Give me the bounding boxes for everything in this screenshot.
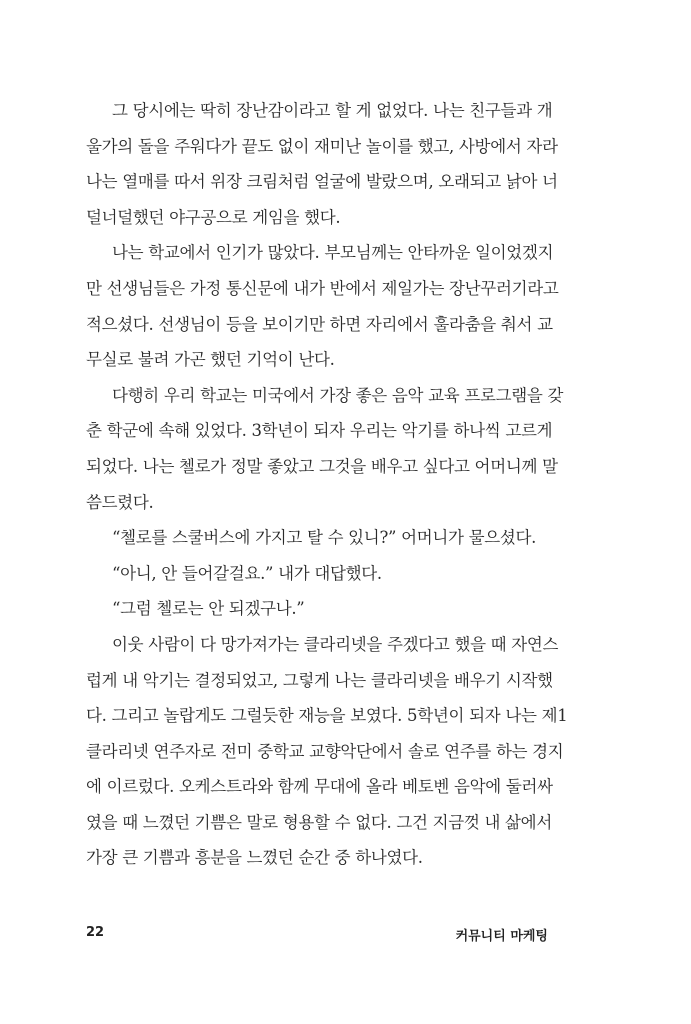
dialogue-line: “아니, 안 들어갈걸요.” 내가 대답했다. [112, 563, 382, 583]
text-line: 나는 열매를 따서 위장 크림처럼 얼굴에 발랐으며, 오래되고 낡아 너 [86, 172, 558, 192]
text-line: 럽게 내 악기는 결정되었고, 그렇게 나는 클라리넷을 배우기 시작했 [86, 670, 553, 690]
text-line: 에 이르렀다. 오케스트라와 함께 무대에 올라 베토벤 음악에 둘러싸 [86, 777, 553, 797]
dialogue-line: “첼로를 스쿨버스에 가지고 탈 수 있니?” 어머니가 물으셨다. [112, 528, 537, 548]
text-line: 되었다. 나는 첼로가 정말 좋았고 그것을 배우고 싶다고 어머니께 말 [86, 456, 558, 476]
text-line: 다행히 우리 학교는 미국에서 가장 좋은 음악 교육 프로그램을 갖 [112, 385, 564, 405]
text-line: 덜너덜했던 야구공으로 게임을 했다. [86, 207, 341, 227]
text-line: 이웃 사람이 다 망가져가는 클라리넷을 주겠다고 했을 때 자연스 [112, 634, 559, 654]
text-line: 그 당시에는 딱히 장난감이라고 할 게 없었다. 나는 친구들과 개 [112, 101, 553, 120]
text-line: 였을 때 느꼈던 기쁨은 말로 형용할 수 없다. 그건 지금껏 내 삶에서 [86, 812, 552, 832]
dialogue-line: “그럼 첼로는 안 되겠구나.” [112, 599, 305, 619]
text-line: 다. 그리고 놀랍게도 그럴듯한 재능을 보였다. 5학년이 되자 나는 제1 [86, 706, 568, 726]
text-line: 나는 학교에서 인기가 많았다. 부모님께는 안타까운 일이었겠지 [112, 243, 554, 263]
text-line: 울가의 돌을 주워다가 끝도 없이 재미난 놀이를 했고, 사방에서 자라 [86, 136, 558, 156]
page-number: 22 [86, 925, 105, 940]
text-line: 춘 학군에 속해 있었다. 3학년이 되자 우리는 악기를 하나씩 고르게 [86, 421, 553, 441]
text-line: 씀드렸다. [86, 492, 154, 512]
page-body-text [86, 93, 568, 876]
text-line: 클라리넷 연주자로 전미 중학교 교향악단에서 솔로 연주를 하는 경지 [86, 741, 564, 761]
running-title: 커뮤니티 마케팅 [455, 929, 548, 944]
text-line: 무실로 불려 가곤 했던 기억이 난다. [86, 350, 335, 370]
text-line: 만 선생님들은 가정 통신문에 내가 반에서 제일가는 장난꾸러기라고 [86, 278, 559, 298]
text-line: 적으셨다. 선생님이 등을 보이기만 하면 자리에서 훌라춤을 춰서 교 [86, 314, 553, 334]
text-line: 가장 큰 기쁨과 흥분을 느꼈던 순간 중 하나였다. [86, 848, 423, 868]
